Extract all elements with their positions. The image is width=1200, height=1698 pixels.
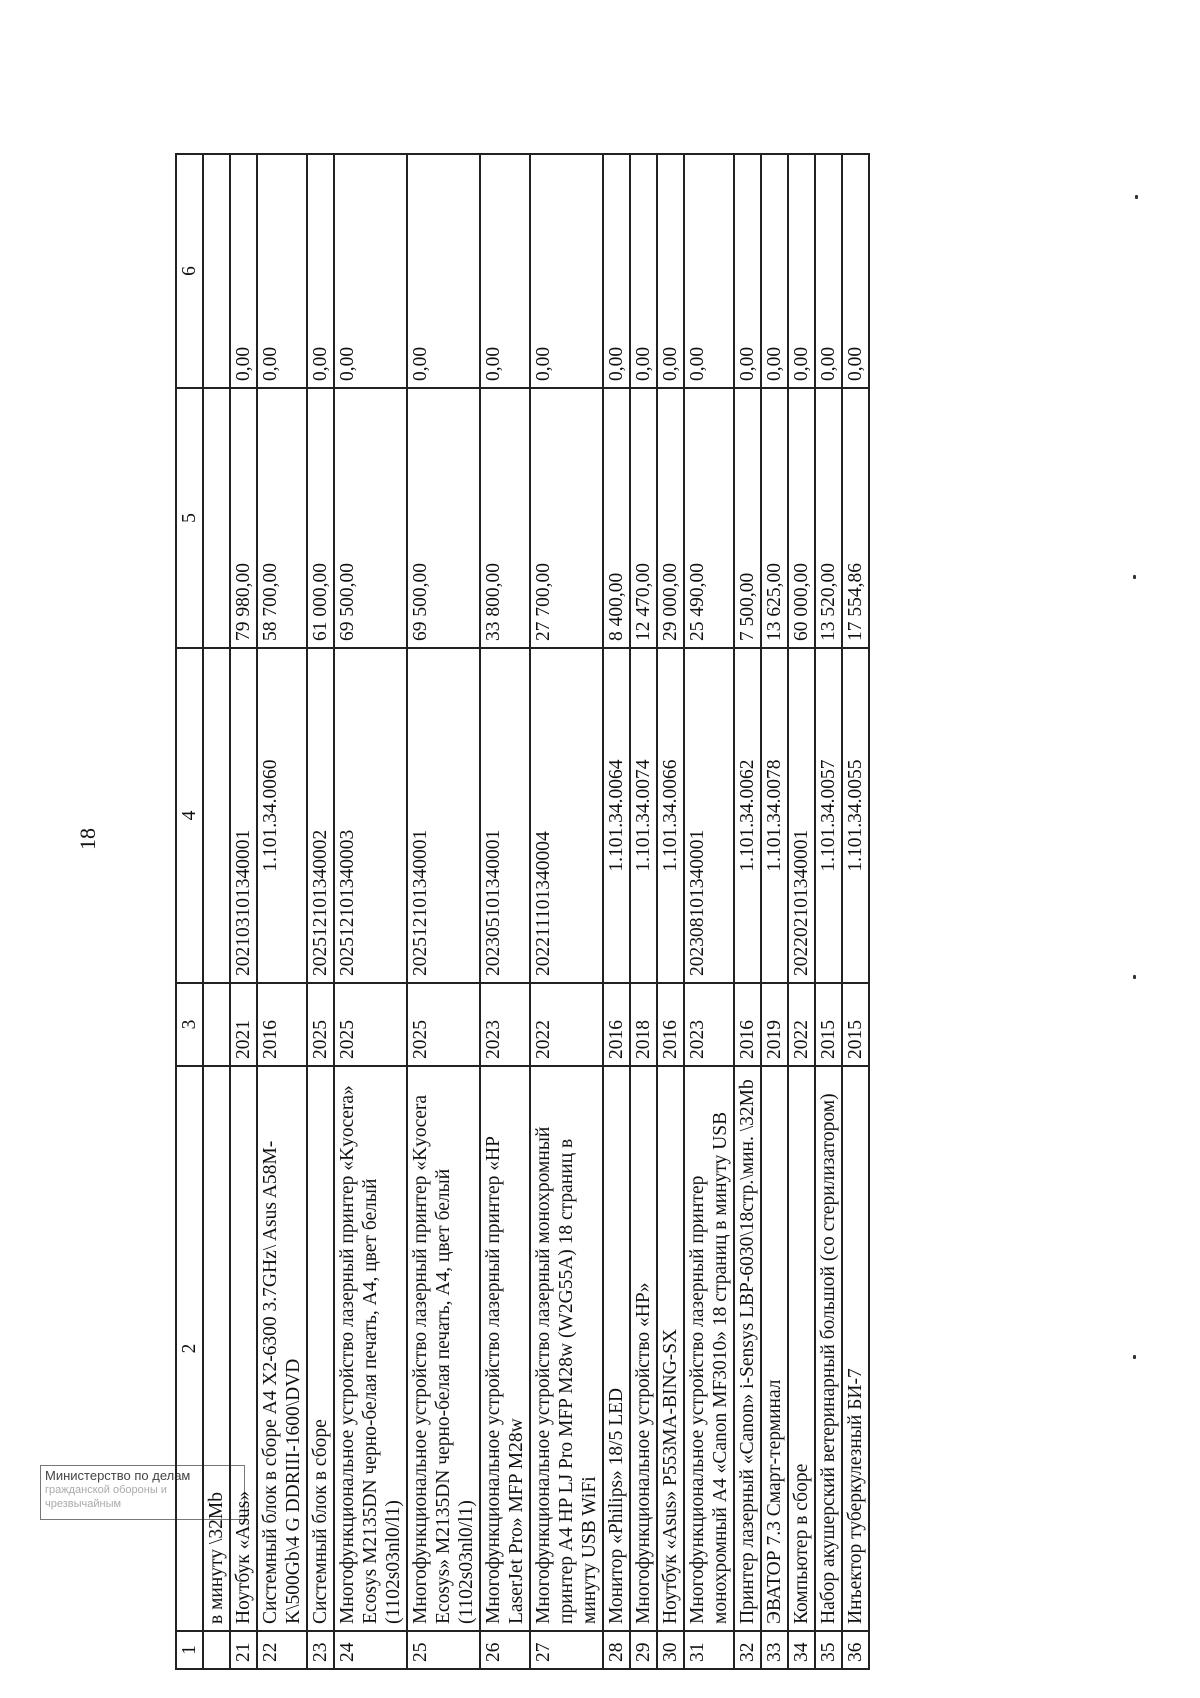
cell-inventory-number: 1.101.34.0062 <box>734 648 761 983</box>
cell-residual-value: 0,00 <box>257 154 307 388</box>
cell-cost: 13 625,00 <box>761 388 788 648</box>
margin-dot <box>1135 195 1138 199</box>
cell-year: 2021 <box>230 983 257 1066</box>
cell-year: 2015 <box>815 983 842 1066</box>
stamp-line-1: Министерство по делам <box>45 1468 191 1483</box>
table-row <box>761 154 788 1669</box>
cell-year <box>203 983 230 1066</box>
table-row <box>530 154 603 1669</box>
table-row <box>815 154 842 1669</box>
cell-residual-value: 0,00 <box>480 154 530 388</box>
cell-cost: 7 500,00 <box>734 388 761 648</box>
header-row <box>176 154 203 1669</box>
cell-name: Многофункциональное устройство лазерный монохромный принтер A4 HP LJ Pro MFP M28w (W2G55A) 18 страниц в минуту USB WiFi <box>530 1066 603 1631</box>
cell-no: 35 <box>815 1631 842 1669</box>
cell-name: Многофункциональное устройство лазерный принтер «Kyocera» Ecosys M2135DN черно-белая печать, А4, цвет белый (1102s03nl0/l1) <box>334 1066 407 1631</box>
cell-no: 32 <box>734 1631 761 1669</box>
cell-inventory-number: 1.101.34.0064 <box>603 648 630 983</box>
table-row <box>684 154 734 1669</box>
cell-residual-value: 0,00 <box>788 154 815 388</box>
header-cell: 1 <box>176 1631 203 1669</box>
cell-no: 28 <box>603 1631 630 1669</box>
cell-residual-value: 0,00 <box>684 154 734 388</box>
cell-residual-value: 0,00 <box>230 154 257 388</box>
table-row <box>734 154 761 1669</box>
cell-year: 2016 <box>657 983 684 1066</box>
cell-name: Многофункциональное устройство «HP» <box>630 1066 657 1631</box>
margin-dot <box>1133 1355 1136 1359</box>
cell-cost: 79 980,00 <box>230 388 257 648</box>
cell-inventory-number: 202211101340004 <box>530 648 603 983</box>
inventory-table <box>175 153 870 1670</box>
cell-name: Набор акушерский ветеринарный большой (со стерилизатором) <box>815 1066 842 1631</box>
cell-no: 25 <box>407 1631 480 1669</box>
cell-cost: 25 490,00 <box>684 388 734 648</box>
cell-year: 2025 <box>307 983 334 1066</box>
cell-no: 34 <box>788 1631 815 1669</box>
table-row <box>630 154 657 1669</box>
cell-residual-value: 0,00 <box>734 154 761 388</box>
cell-name: Многофункциональное устройство лазерный принтер монохромный A4 «Canon MF3010» 18 страниц в минуту USB <box>684 1066 734 1631</box>
cell-name: Системный блок в сборе A4 X2-6300 3.7GHz\ Asus A58M-K\500Gb\4 G DDRIII-1600\DVD <box>257 1066 307 1631</box>
cell-name: ЭВАТОР 7.3 Смарт-терминал <box>761 1066 788 1631</box>
cell-no: 24 <box>334 1631 407 1669</box>
cell-no: 36 <box>842 1631 869 1669</box>
cell-name: Инъектор туберкулезный БИ-7 <box>842 1066 869 1631</box>
cell-inventory-number: 1.101.34.0078 <box>761 648 788 983</box>
cell-cost: 17 554,86 <box>842 388 869 648</box>
cell-no: 22 <box>257 1631 307 1669</box>
continuation-text: в минуту \32Mb <box>203 1066 230 1631</box>
cell-no: 30 <box>657 1631 684 1669</box>
cell-residual-value: 0,00 <box>657 154 684 388</box>
cell-name: Принтер лазерный «Canon» i-Sensys LBP-6030\18стр.\мин. \32Mb <box>734 1066 761 1631</box>
cell-residual-value: 0,00 <box>407 154 480 388</box>
cell-residual-value: 0,00 <box>630 154 657 388</box>
cell-year: 2016 <box>257 983 307 1066</box>
cell-year: 2023 <box>684 983 734 1066</box>
cell-year: 2016 <box>734 983 761 1066</box>
header-cell: 5 <box>176 388 203 648</box>
cell-cost: 58 700,00 <box>257 388 307 648</box>
cell-inv <box>203 648 230 983</box>
cell-no: 23 <box>307 1631 334 1669</box>
cell-year: 2025 <box>334 983 407 1066</box>
cell-inventory-number: 1.101.34.0066 <box>657 648 684 983</box>
cell-year: 2022 <box>530 983 603 1066</box>
cell-name: Системный блок в сборе <box>307 1066 334 1631</box>
cell-name: Ноутбук «Asus» P553MA-BING-SX <box>657 1066 684 1631</box>
margin-dot <box>1133 975 1136 979</box>
cell-no: 26 <box>480 1631 530 1669</box>
cell-cost: 27 700,00 <box>530 388 603 648</box>
cell-no: 21 <box>230 1631 257 1669</box>
continuation-row <box>203 154 230 1669</box>
cell-no <box>203 1631 230 1669</box>
cell-cost <box>203 388 230 648</box>
cell-inventory-number: 1.101.34.0060 <box>257 648 307 983</box>
cell-cost: 69 500,00 <box>334 388 407 648</box>
cell-cost: 12 470,00 <box>630 388 657 648</box>
cell-name: Многофункциональное устройство лазерный принтер «Kyocera Ecosys» M2135DN черно-белая печать, А4, цвет белый (1102s03nl0/l1) <box>407 1066 480 1631</box>
cell-cost: 60 000,00 <box>788 388 815 648</box>
cell-residual-value: 0,00 <box>530 154 603 388</box>
cell-inventory-number: 1.101.34.0057 <box>815 648 842 983</box>
cell-name: Компьютер в сборе <box>788 1066 815 1631</box>
cell-name: Ноутбук «Asus» <box>230 1066 257 1631</box>
cell-cost: 13 520,00 <box>815 388 842 648</box>
table-row <box>407 154 480 1669</box>
cell-year: 2016 <box>603 983 630 1066</box>
table-row <box>480 154 530 1669</box>
cell-residual-value: 0,00 <box>842 154 869 388</box>
stamp-line-2: гражданской обороны и чрезвычайным <box>45 1484 167 1510</box>
cell-residual-value: 0,00 <box>761 154 788 388</box>
table-row <box>307 154 334 1669</box>
table-row <box>230 154 257 1669</box>
cell-year: 2022 <box>788 983 815 1066</box>
page-number: 18 <box>75 828 100 850</box>
cell-cost: 69 500,00 <box>407 388 480 648</box>
cell-year: 2018 <box>630 983 657 1066</box>
cell-inventory-number: 202305101340001 <box>480 648 530 983</box>
cell-year: 2025 <box>407 983 480 1066</box>
cell-inventory-number: 202308101340001 <box>684 648 734 983</box>
table-row <box>842 154 869 1669</box>
table-row <box>657 154 684 1669</box>
cell-inventory-number: 202512101340002 <box>307 648 334 983</box>
cell-inventory-number: 1.101.34.0055 <box>842 648 869 983</box>
cell-inventory-number: 1.101.34.0074 <box>630 648 657 983</box>
table-row <box>334 154 407 1669</box>
header-cell: 2 <box>176 1066 203 1631</box>
cell-residual-value: 0,00 <box>307 154 334 388</box>
cell-residual-value: 0,00 <box>334 154 407 388</box>
cell-year: 2023 <box>480 983 530 1066</box>
cell-inventory-number: 202202101340001 <box>788 648 815 983</box>
cell-name: Многофункциональное устройство лазерный принтер «HP LaserJet Pro» MFP M28w <box>480 1066 530 1631</box>
cell-inventory-number: 202512101340003 <box>334 648 407 983</box>
cell-cost: 8 400,00 <box>603 388 630 648</box>
cell-residual-value: 0,00 <box>603 154 630 388</box>
cell-year: 2019 <box>761 983 788 1066</box>
cell-cost: 29 000,00 <box>657 388 684 648</box>
cell-cost: 61 000,00 <box>307 388 334 648</box>
table-row <box>257 154 307 1669</box>
cell-no: 31 <box>684 1631 734 1669</box>
cell-cost: 33 800,00 <box>480 388 530 648</box>
cell-no: 27 <box>530 1631 603 1669</box>
cell-name: Монитор «Philips» 18/5 LED <box>603 1066 630 1631</box>
cell-inventory-number: 202512101340001 <box>407 648 480 983</box>
header-cell: 6 <box>176 154 203 388</box>
margin-dot <box>1133 575 1136 579</box>
cell-inventory-number: 20210310134000​1 <box>230 648 257 983</box>
cell-no: 33 <box>761 1631 788 1669</box>
header-cell: 4 <box>176 648 203 983</box>
table-row <box>788 154 815 1669</box>
cell-no: 29 <box>630 1631 657 1669</box>
cell-year: 2015 <box>842 983 869 1066</box>
table-row <box>603 154 630 1669</box>
cell-residual-value: 0,00 <box>815 154 842 388</box>
header-cell: 3 <box>176 983 203 1066</box>
cell-residual <box>203 154 230 388</box>
